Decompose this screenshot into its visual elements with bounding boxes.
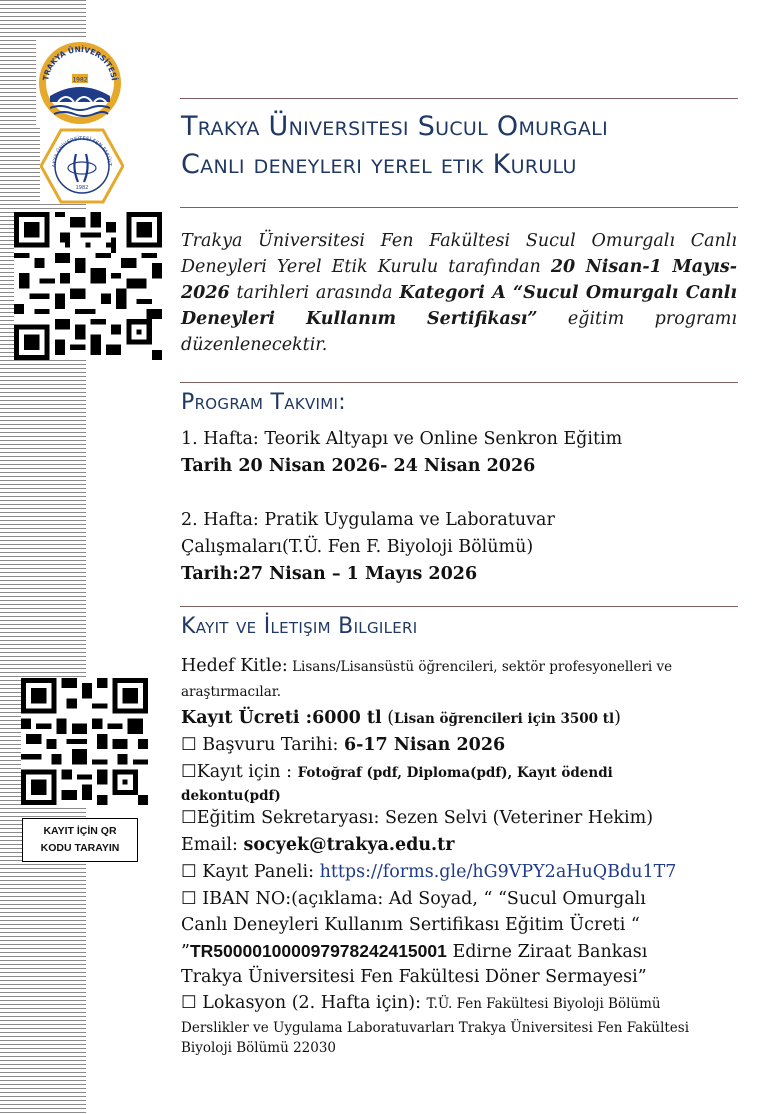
iban-number: TR500001000097978242415001 [189,941,447,961]
secretary-label: Eğitim Sekretaryası: [196,808,385,828]
intro-paragraph [181,228,737,358]
checkbox-icon: ☐ [181,862,197,882]
page-title [181,108,741,184]
secretary [181,806,653,831]
iban-line2: Canlı Deneyleri Kullanım Sertifikası Eğitim Ücreti “ [181,915,640,935]
target-value-line1: Lisans/Lisansüstü öğrencileri, sektör profesyonelleri ve [287,659,673,675]
checkbox-icon: ☐ [181,993,197,1013]
divider-title [180,207,738,208]
apply-value: 6-17 Nisan 2026 [343,735,506,755]
title-line2: Canlı deneyleri yerel etik Kurulu [181,149,577,180]
week2-title-line2: Çalışmaları(T.Ü. Fen F. Biyoloji Bölümü) [181,537,534,557]
intro-text-2: tarihleri arasında [229,283,400,303]
qr-scan-label [22,818,138,862]
intro-text-1: Trakya Üniversitesi Fen Fakültesi Sucul Omurgalı Canlı Deneyleri Yerel Etik Kurulu tarafından [181,231,737,277]
intro-text-3: eğitim programı düzenlenecektir. [181,309,737,355]
logo2-year: 1982 [75,185,89,191]
registration-panel [181,860,676,885]
title-line1: Trakya Üniversitesi Sucul Omurgalı [181,111,608,142]
iban-line4: Trakya Üniversitesi Fen Fakültesi Döner Sermayesi” [181,967,647,987]
email-link[interactable]: socyek@trakya.edu.tr [243,835,455,855]
iban-quote: ” [181,942,190,962]
week1-title: 1. Hafta: Teorik Altyapı ve Online Senkron Eğitim [181,429,623,449]
checkbox-icon: ☐ [181,762,197,782]
required-documents [181,760,613,786]
program-heading: Program Takvimi: [181,390,346,415]
intro-category: Kategori A “Sucul Omurgalı Canlı Deneyleri Kullanım Sertifikası” [181,283,737,329]
target-value-line2: araştırmacılar. [181,684,282,700]
fee-student: Lisan öğrencileri için 3500 tl [394,711,615,727]
university-logo [36,40,124,126]
location-label: Lokasyon (2. Hafta için): [196,993,427,1013]
secretary-value: Sezen Selvi (Veteriner Hekim) [384,808,654,828]
week2-date: Tarih:27 Nisan – 1 Mayıs 2026 [181,564,478,584]
week1-date: Tarih 20 Nisan 2026- 24 Nisan 2026 [181,456,536,476]
iban-text-1: IBAN NO:(açıklama: Ad Soyad, “ “Sucul Omurgalı [196,889,646,909]
iban-line3 [181,939,647,965]
divider-program [180,382,738,383]
location-value-line3: Biyoloji Bölümü 22030 [181,1040,337,1056]
apply-label: Başvuru Tarihi: [196,735,344,755]
panel-label: Kayıt Paneli: [196,862,320,882]
location-value-line2: Derslikler ve Uygulama Laboratuvarları Trakya Üniversitesi Fen Fakültesi [181,1020,690,1036]
fee-paren-close: ) [614,708,621,728]
divider-top [180,98,738,99]
logo1-text: TRAKYA ÜNİVERSİTESİ [41,44,119,82]
fee-label: Kayıt Ücreti :6000 tl [181,708,382,728]
application-date [181,733,505,758]
iban-bank: Edirne Ziraat Bankası [446,942,648,962]
intro-dates: 20 Nisan-1 Mayıs-2026 [181,257,738,303]
contact-heading: Kayıt ve İletişim Bilgileri [181,614,418,639]
iban-line1 [181,887,646,912]
faculty-logo [40,128,124,204]
checkbox-icon: ☐ [181,808,197,828]
docs-value-line1: Fotoğraf (pdf, Diploma(pdf), Kayıt ödendi [297,765,613,781]
qr-code-registration[interactable] [21,678,148,805]
location-line1 [181,991,661,1017]
registration-form-link[interactable]: https://forms.gle/hG9VPY2aHuQBdu1T7 [319,862,677,882]
divider-contact [180,606,738,607]
target-label: Hedef Kitle: [181,656,288,676]
docs-label: Kayıt için : [196,762,298,782]
qr-label-line2: KODU TARAYIN [40,842,120,854]
registration-fee [181,706,621,732]
fee-paren-open: ( [381,708,395,728]
checkbox-icon: ☐ [181,735,197,755]
week2-title-line1: 2. Hafta: Pratik Uygulama ve Laboratuvar [181,510,555,530]
docs-value-line2: dekontu(pdf) [181,788,281,804]
qr-code-top[interactable] [14,212,162,360]
email-row [181,833,454,858]
checkbox-icon: ☐ [181,889,197,909]
logo1-year: 1982 [72,76,88,84]
qr-label-line1: KAYIT İÇİN QR [43,825,117,837]
location-value-line1: T.Ü. Fen Fakültesi Biyoloji Bölümü [426,996,661,1012]
logo2-text: AKYA ÜNİVERSİTESİ FEN FAKÜLT [51,135,113,168]
target-audience [181,654,672,680]
email-label: Email: [181,835,244,855]
